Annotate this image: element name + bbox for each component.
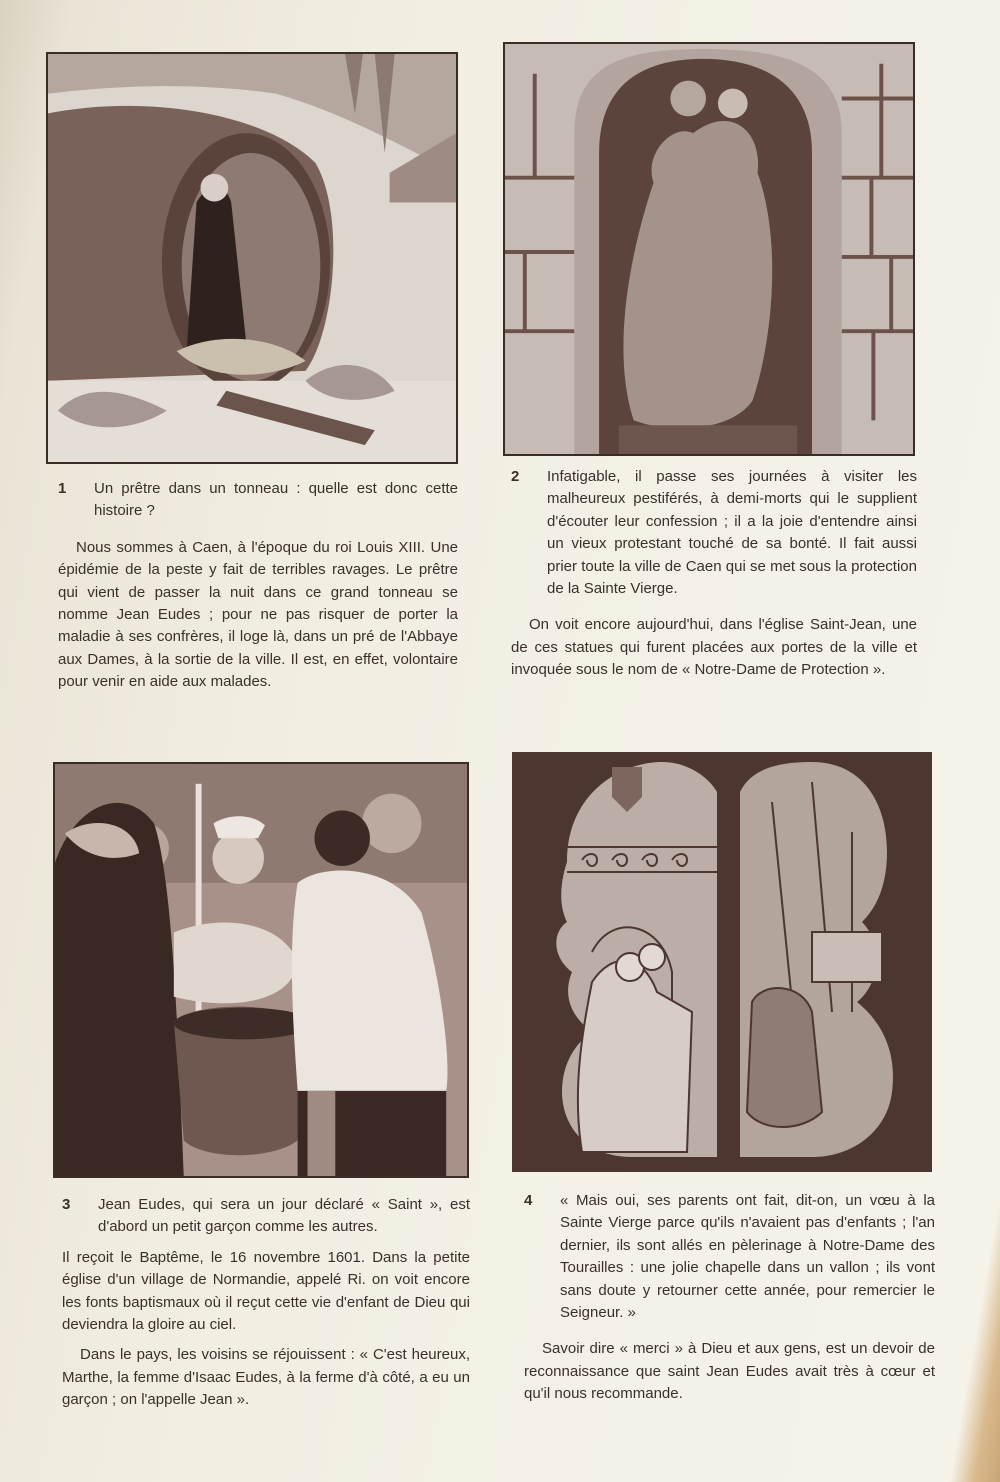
section-2-paragraph: On voit encore aujourd'hui, dans l'église Saint-Jean, une de ces statues qui furent placées aux portes de la ville et invoquée sous le nom de « Notre-Dame de Protection ». bbox=[511, 616, 917, 679]
section-4-paragraph: Savoir dire « merci » à Dieu et aux gens, est un devoir de reconnaissance que saint Jean Eudes avait très à cœur et qu'il nous recommande. bbox=[524, 1340, 935, 1403]
section-2-caption bbox=[511, 466, 917, 600]
section-1-paragraph: Nous sommes à Caen, à l'époque du roi Louis XIII. Une épidémie de la peste y fait de terribles ravages. Le prêtre qui vient de passer la nuit dans ce grand tonneau se nomme Jean Eudes ; pour ne pas risquer de porter la maladie à ses confrères, il loge là, dans un pré de l'Abbaye aux Dames, à la sortie de la ville. Il est, en effet, volontaire pour venir en aide aux malades. bbox=[58, 538, 458, 691]
illustration-virgin-statue bbox=[503, 42, 915, 456]
illustration-stained-glass bbox=[512, 752, 932, 1172]
statue-niche-image bbox=[505, 44, 913, 454]
stained-glass-window-image bbox=[512, 752, 932, 1172]
section-3-number: 3 bbox=[62, 1196, 71, 1213]
baptism-scene-image bbox=[55, 764, 467, 1176]
section-3-paragraph-1: Il reçoit le Baptême, le 16 novembre 1601. Dans la petite église d'un village de Normandie, appelé Ri. on voit encore les fonts baptismaux où il reçut cette vie d'enfant de Dieu qui deviendra la gloire au ciel. bbox=[62, 1248, 470, 1334]
section-4-caption-text: « Mais oui, ses parents ont fait, dit-on, un vœu à la Sainte Vierge parce qu'ils n'avaient pas d'enfants ; l'an dernier, ils sont allés en pèlerinage à Notre-Dame des Tourailles : une jolie chapelle dans un vallon ; ils vont sans doute y retourner cette année, pour remercier le Seigneur. » bbox=[560, 1192, 935, 1322]
section-3-paragraph-2: Dans le pays, les voisins se réjouissent : « C'est heureux, Marthe, la femme d'Isaac Eudes, à la ferme d'à côté, a eu un garçon ; on l'appelle Jean ». bbox=[62, 1346, 470, 1409]
section-2-number: 2 bbox=[511, 468, 520, 485]
section-4-text bbox=[524, 1190, 935, 1406]
illustration-baptism bbox=[53, 762, 469, 1178]
section-4-number: 4 bbox=[524, 1192, 533, 1209]
section-1-number: 1 bbox=[58, 480, 67, 497]
section-1-text bbox=[58, 478, 458, 694]
section-1-caption bbox=[58, 478, 458, 523]
barrel-scene-image bbox=[48, 54, 456, 462]
section-3-caption bbox=[62, 1194, 470, 1239]
section-3-caption-text: Jean Eudes, qui sera un jour déclaré « Saint », est d'abord un petit garçon comme les autres. bbox=[98, 1196, 470, 1236]
section-2-caption-text: Infatigable, il passe ses journées à visiter les malheureux pestiférés, à demi-morts qui le supplient d'écouter leur confession ; il a la joie d'entendre ainsi un vieux protestant touché de sa bonté. Il fait aussi prier toute la ville de Caen qui se met sous la protection de la Sainte Vierge. bbox=[547, 468, 917, 598]
section-2-text bbox=[511, 466, 917, 682]
illustration-priest-in-barrel bbox=[46, 52, 458, 464]
section-3-text bbox=[62, 1194, 470, 1412]
section-1-caption-text: Un prêtre dans un tonneau : quelle est donc cette histoire ? bbox=[94, 480, 458, 520]
section-4-caption bbox=[524, 1190, 935, 1324]
